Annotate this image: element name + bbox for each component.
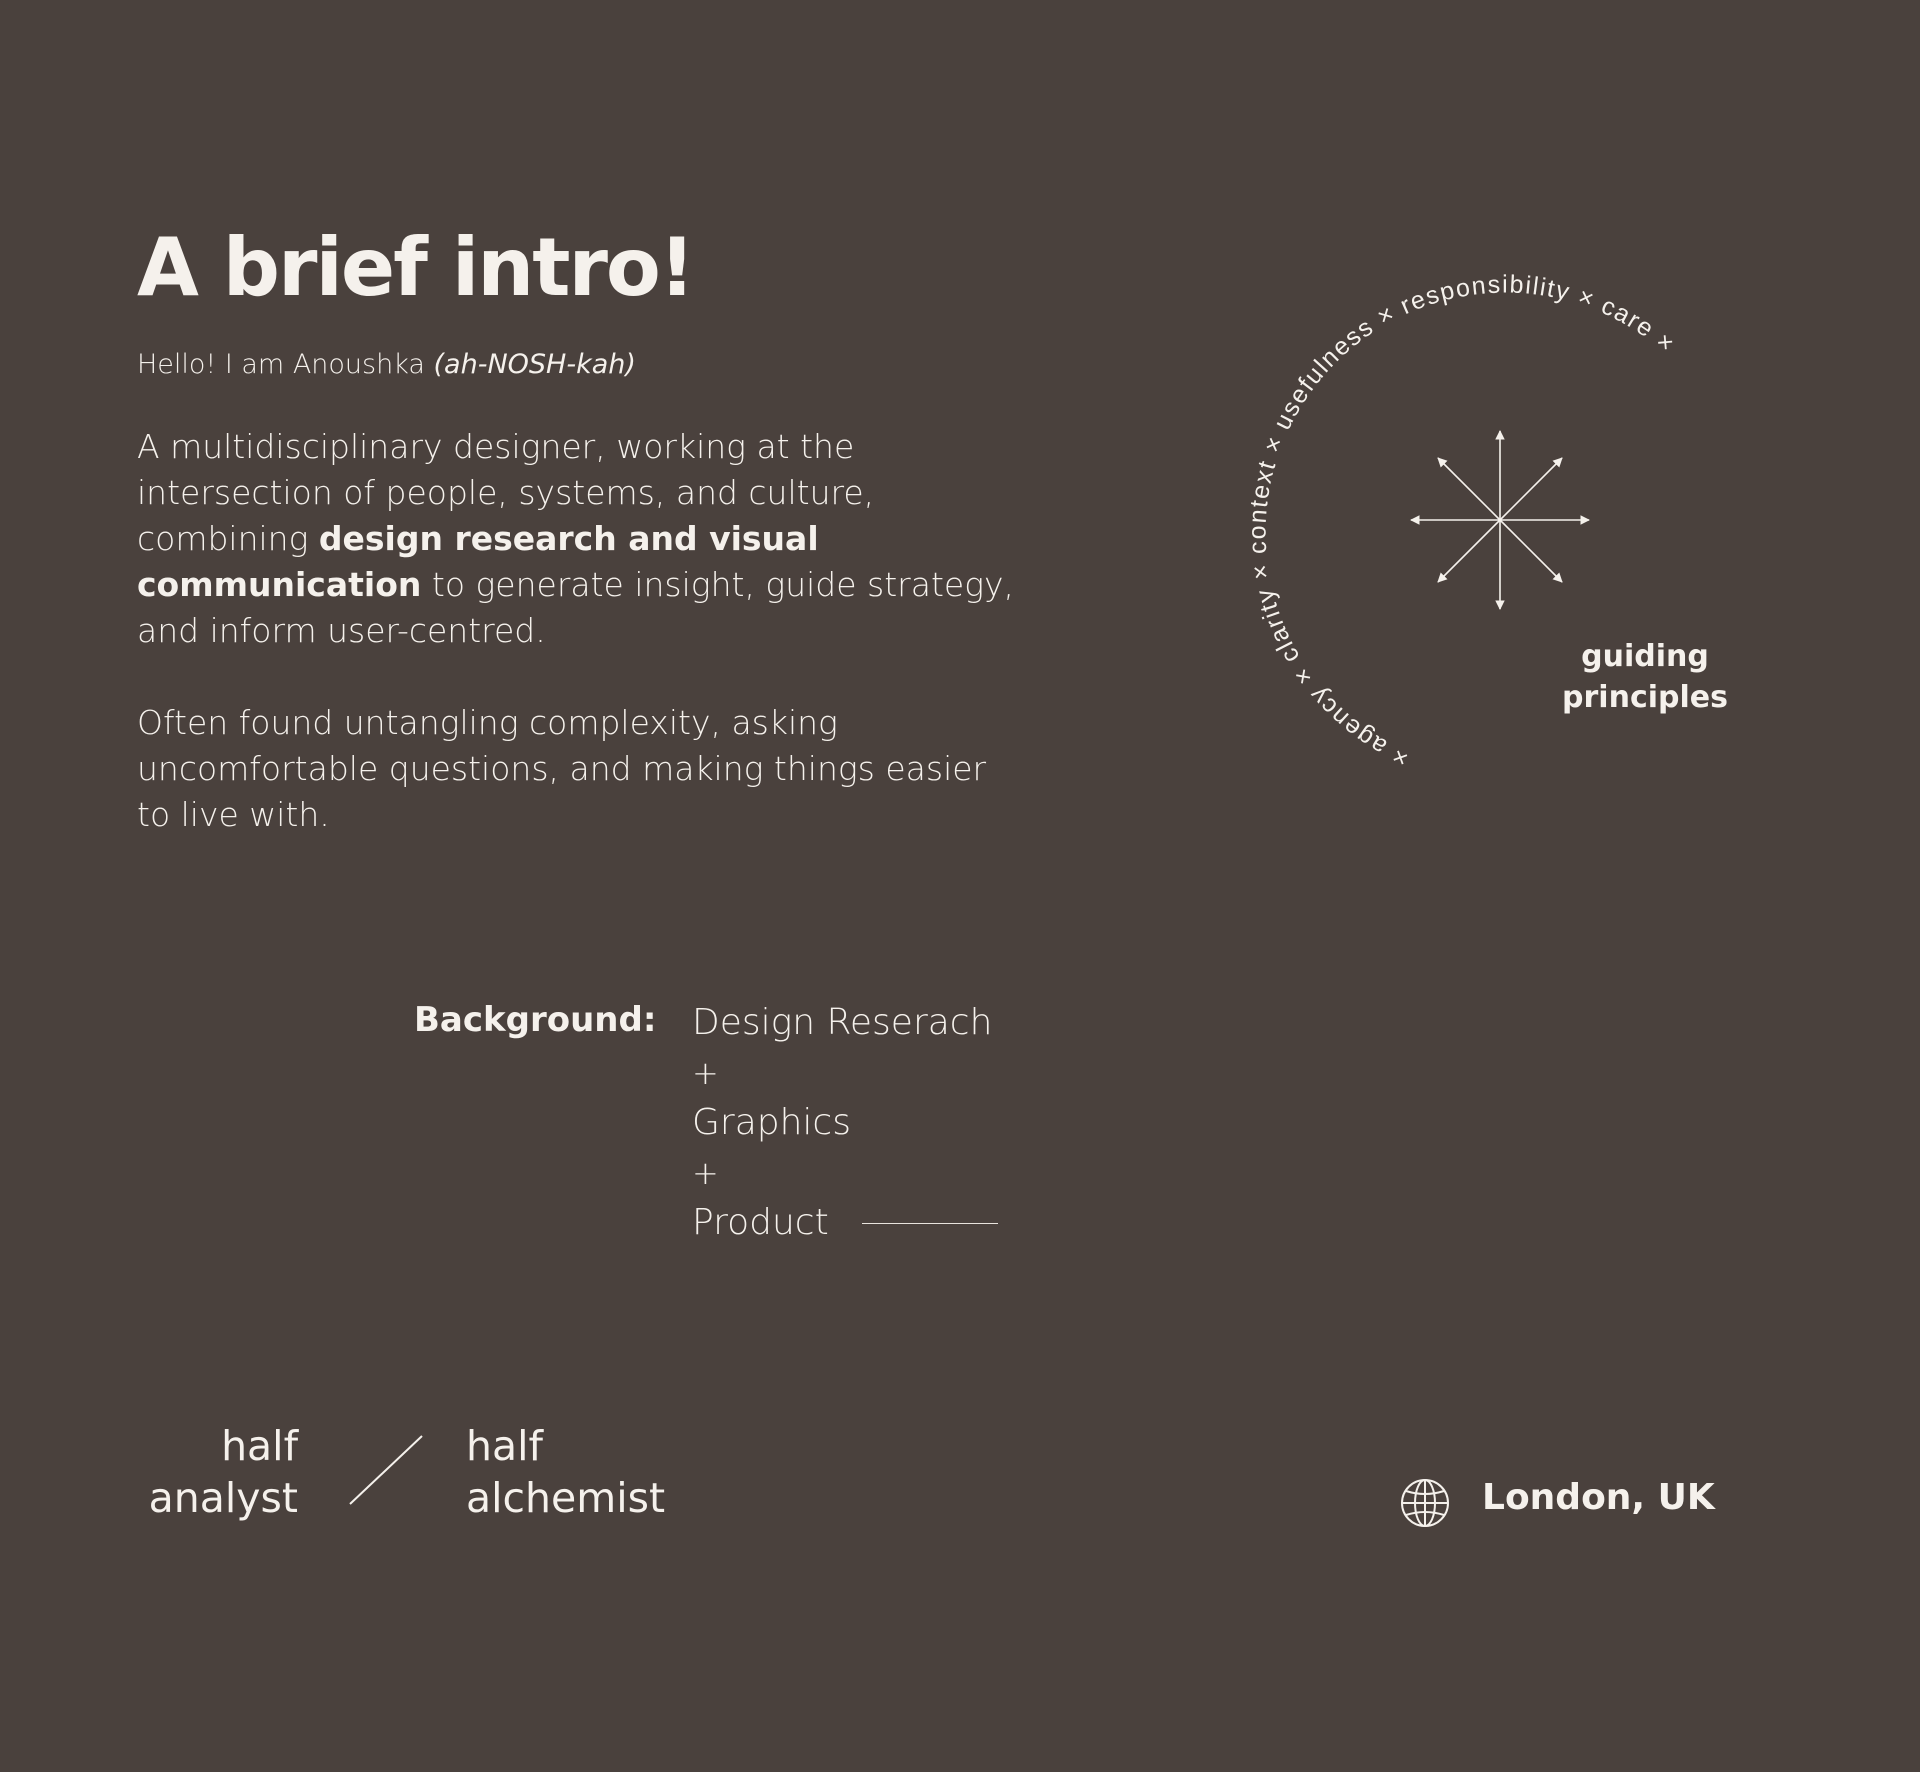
- background-item: Design Reserach: [692, 1002, 993, 1043]
- tagline-right-line: half: [466, 1422, 543, 1470]
- tagline-right-line: alchemist: [466, 1474, 666, 1522]
- globe-icon: [1399, 1477, 1451, 1529]
- tagline-left-line: analyst: [148, 1474, 298, 1522]
- secondary-paragraph: Often found untangling complexity, asking uncomfortable questions, and making things easier to live with.: [137, 703, 987, 834]
- intro-text-b: to generate insight, guide strategy, and inform user-centred.: [137, 565, 1015, 650]
- page-title: A brief intro!: [137, 221, 694, 314]
- plus-separator: +: [692, 1054, 719, 1092]
- background-item: Product: [692, 1202, 829, 1243]
- plus-separator: +: [692, 1154, 719, 1192]
- slash-divider: [346, 1432, 426, 1508]
- intro-paragraph: [137, 424, 1017, 654]
- tagline-right: [466, 1420, 665, 1524]
- background-list: [692, 998, 992, 1248]
- intro-highlight: design research and visual communication: [137, 519, 819, 604]
- pronunciation: (ah-NOSH-kah): [433, 349, 636, 380]
- guiding-principles-label: [1540, 636, 1750, 718]
- intro-text-a: A multidisciplinary designer, working at the intersection of people, systems, and culture, combining: [137, 427, 875, 558]
- tagline-left-line: half: [221, 1422, 298, 1470]
- tagline-left: [120, 1420, 298, 1524]
- guiding-principles-line: principles: [1562, 680, 1728, 715]
- principles-ring-path: × agency × clarity × context × usefulness × responsibility × care ×: [1243, 270, 1681, 773]
- background-label: Background:: [414, 1000, 657, 1040]
- location-text: London, UK: [1482, 1477, 1715, 1518]
- greeting-text: Hello! I am Anoushka: [137, 349, 425, 380]
- greeting: [137, 349, 636, 380]
- guiding-principles-line: guiding: [1581, 639, 1709, 674]
- background-item: Graphics: [692, 1102, 851, 1143]
- divider-line: [862, 1223, 998, 1224]
- compass-arrows-icon: [1411, 431, 1589, 609]
